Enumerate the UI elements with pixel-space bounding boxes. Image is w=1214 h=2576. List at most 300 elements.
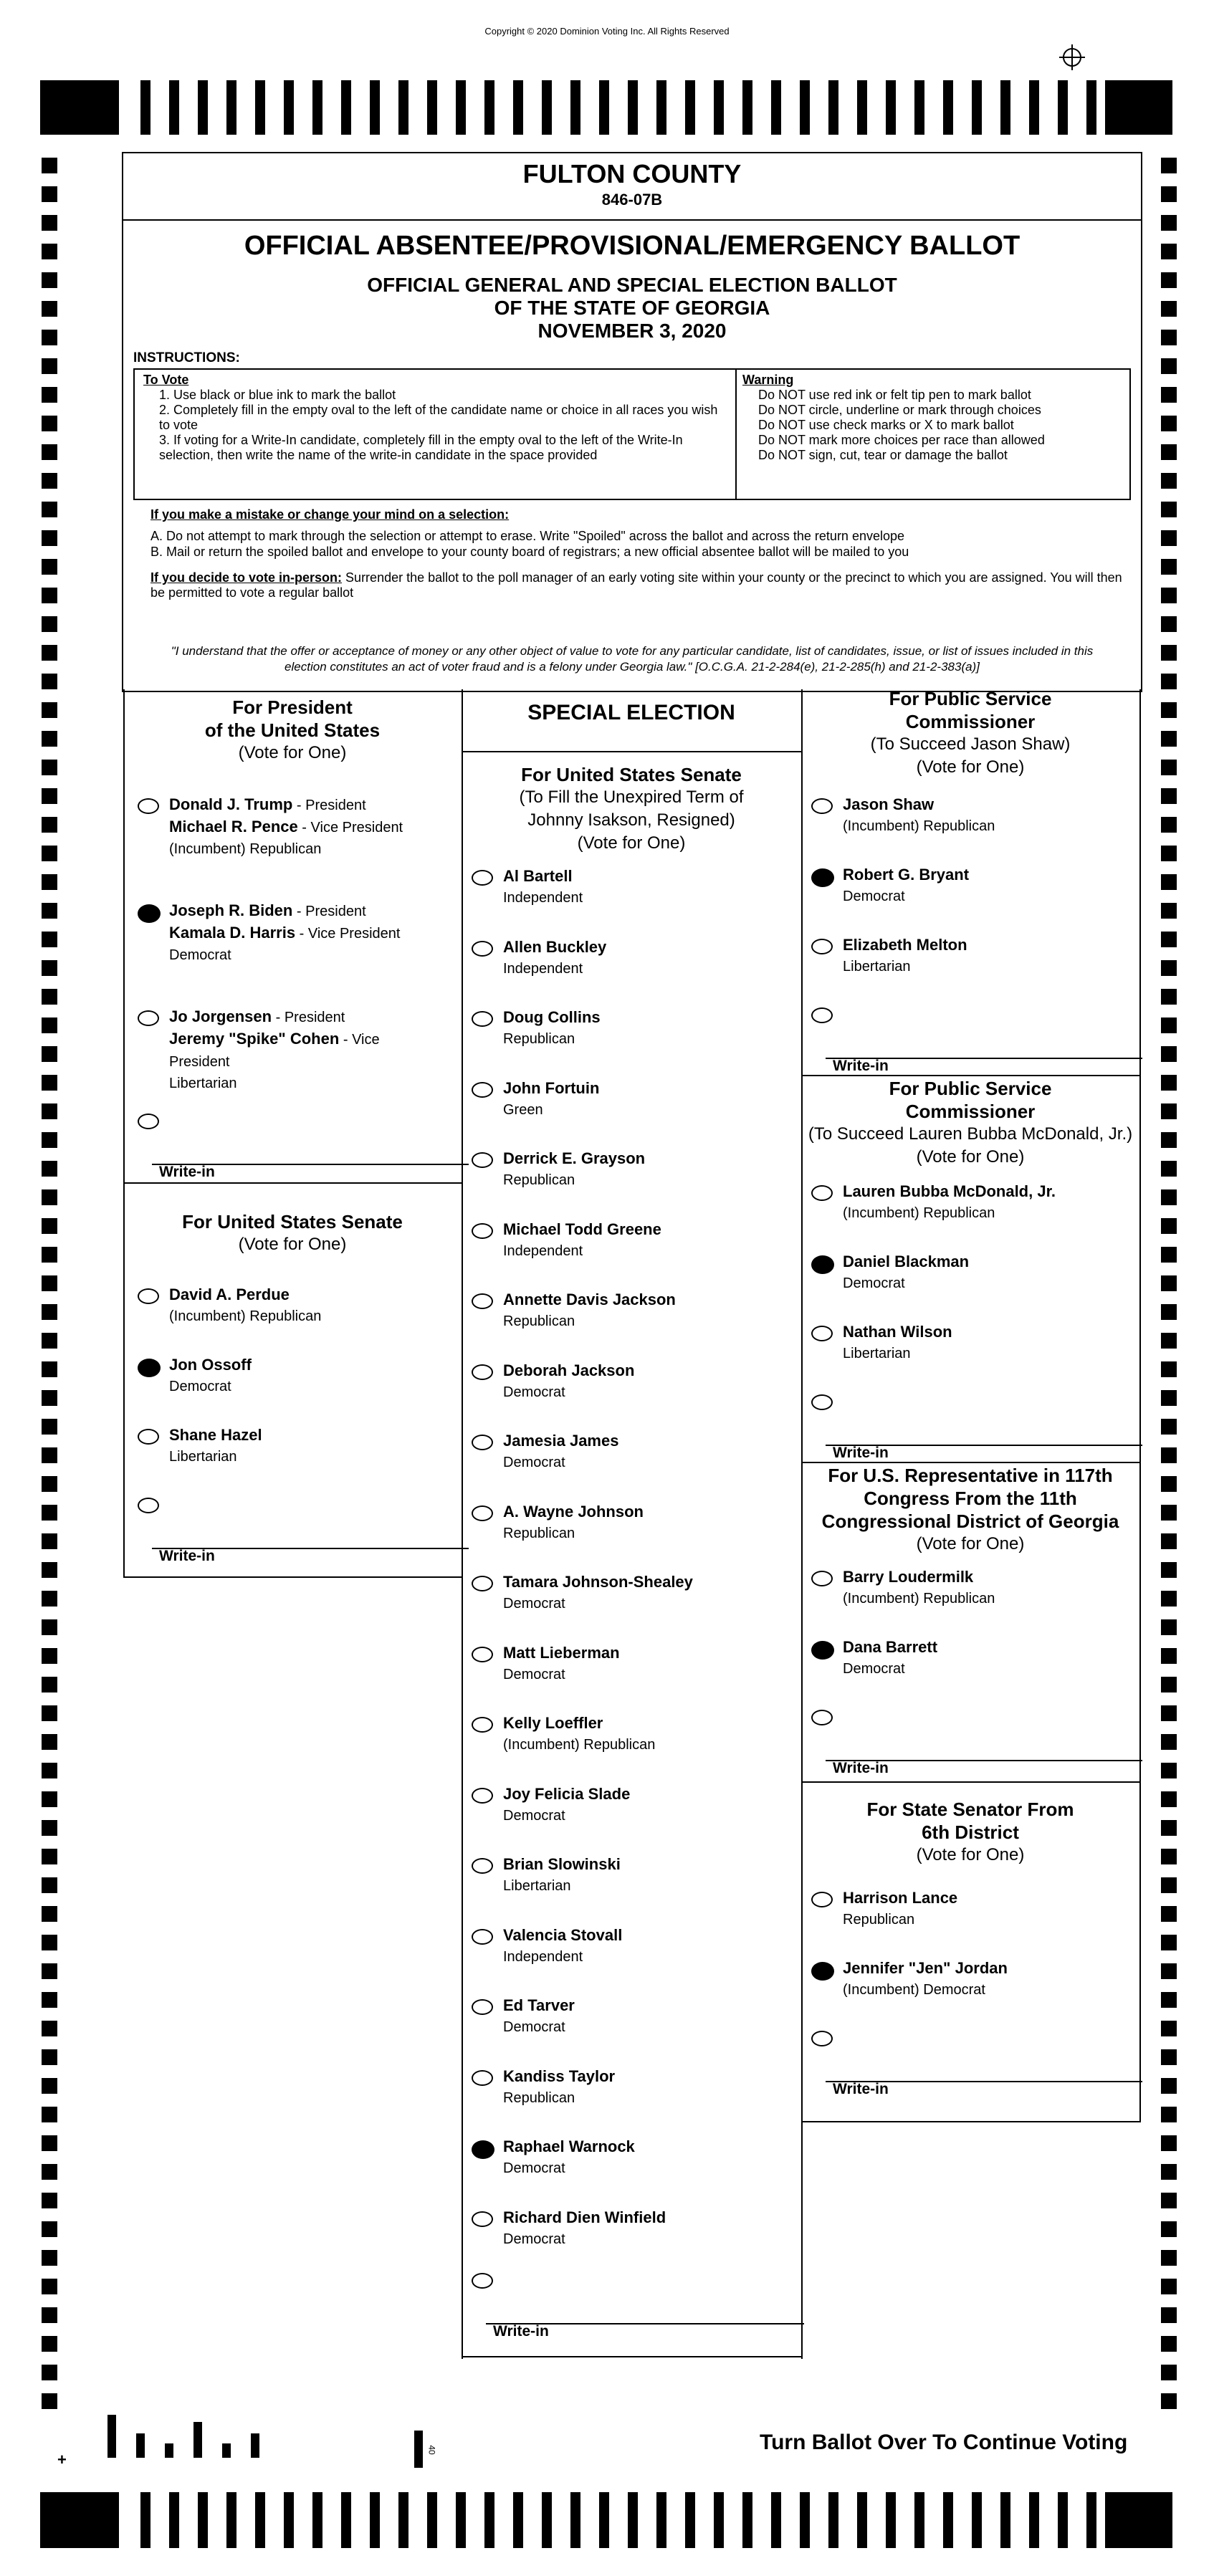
column-rule bbox=[1139, 689, 1141, 2122]
timing-bar bbox=[198, 2492, 208, 2548]
timing-square bbox=[42, 932, 57, 947]
candidate-role: - Vice President bbox=[297, 820, 403, 835]
timing-square bbox=[1161, 473, 1177, 489]
column-rule bbox=[462, 689, 463, 2359]
race-title: For President bbox=[232, 696, 353, 718]
candidate-party: Libertarian bbox=[503, 1878, 571, 1894]
timing-square bbox=[1161, 530, 1177, 546]
candidate-party: (Incumbent) Republican bbox=[843, 1205, 995, 1221]
candidate-name: Dana Barrett bbox=[843, 1638, 938, 1656]
column-rule bbox=[462, 2356, 801, 2357]
vote-for-count: (Vote for One) bbox=[916, 1845, 1025, 1864]
timing-square bbox=[42, 1849, 57, 1864]
candidate-entry bbox=[169, 1284, 441, 1327]
race-description: (To Succeed Lauren Bubba McDonald, Jr.) bbox=[808, 1124, 1133, 1144]
column-rule bbox=[462, 751, 801, 752]
vote-oval[interactable] bbox=[472, 1152, 493, 1168]
candidate-party: Republican bbox=[503, 1172, 575, 1188]
timing-square bbox=[1161, 1533, 1177, 1549]
vote-oval[interactable] bbox=[811, 1892, 833, 1907]
candidate-party: (Incumbent) Republican bbox=[169, 1308, 322, 1324]
write-in-oval[interactable] bbox=[811, 1394, 833, 1410]
timing-square bbox=[1161, 2135, 1177, 2151]
timing-bar bbox=[656, 2492, 666, 2548]
write-in-oval[interactable] bbox=[811, 2031, 833, 2046]
timing-square bbox=[42, 301, 57, 317]
candidate-entry bbox=[503, 2066, 775, 2109]
vote-oval[interactable] bbox=[472, 1293, 493, 1309]
timing-square bbox=[1161, 358, 1177, 374]
write-in-label: Write-in bbox=[159, 1164, 215, 1180]
timing-square bbox=[42, 1419, 57, 1435]
candidate-party: (Incumbent) Republican bbox=[843, 1591, 995, 1607]
write-in-oval[interactable] bbox=[138, 1114, 159, 1129]
timing-bar bbox=[570, 80, 580, 135]
candidate-name: A. Wayne Johnson bbox=[503, 1502, 644, 1521]
plus-mark: + bbox=[57, 2451, 67, 2469]
timing-square bbox=[42, 1333, 57, 1349]
vote-for-count: (Vote for One) bbox=[916, 1147, 1025, 1167]
to-vote-heading: To Vote bbox=[143, 373, 189, 387]
vote-oval[interactable] bbox=[472, 1082, 493, 1098]
candidate-name: Brian Slowinski bbox=[503, 1855, 621, 1873]
timing-bar bbox=[198, 80, 208, 135]
vote-oval[interactable] bbox=[472, 2070, 493, 2086]
candidate-entry bbox=[503, 937, 775, 980]
warning-item: Do NOT use red ink or felt tip pen to mark ballot bbox=[758, 388, 1031, 402]
timing-square bbox=[1161, 2336, 1177, 2352]
timing-square bbox=[1161, 874, 1177, 890]
timing-square bbox=[1161, 846, 1177, 861]
timing-square bbox=[1161, 158, 1177, 173]
timing-square bbox=[1161, 1820, 1177, 1836]
race-title: Congressional District of Georgia bbox=[821, 1510, 1119, 1532]
candidate-role: - President bbox=[292, 798, 366, 813]
timing-square bbox=[1161, 1591, 1177, 1607]
timing-square bbox=[1161, 1734, 1177, 1750]
timing-square bbox=[1161, 1333, 1177, 1349]
timing-square bbox=[1161, 731, 1177, 747]
timing-bar bbox=[943, 2492, 953, 2548]
candidate-party: Libertarian bbox=[169, 1449, 237, 1465]
timing-bar bbox=[312, 80, 322, 135]
timing-square bbox=[42, 1103, 57, 1119]
vote-oval[interactable] bbox=[472, 1223, 493, 1239]
vote-for-count: (Vote for One) bbox=[238, 743, 347, 762]
column-rule bbox=[801, 1462, 1139, 1463]
vote-oval[interactable] bbox=[472, 1505, 493, 1521]
timing-square bbox=[42, 760, 57, 775]
timing-square bbox=[42, 1562, 57, 1578]
timing-square bbox=[42, 1218, 57, 1234]
vote-oval[interactable] bbox=[811, 868, 834, 887]
candidate-party: Democrat bbox=[503, 1455, 565, 1470]
timing-bar bbox=[542, 2492, 552, 2548]
timing-square bbox=[42, 1247, 57, 1263]
candidate-entry bbox=[503, 1501, 775, 1544]
vote-for-count: (Vote for One) bbox=[238, 1235, 347, 1254]
timing-square bbox=[1161, 1419, 1177, 1435]
race-title: For U.S. Representative in 117th bbox=[828, 1465, 1113, 1486]
vote-for-count: (Vote for One) bbox=[577, 833, 686, 853]
candidate-party: Libertarian bbox=[843, 959, 911, 975]
candidate-entry bbox=[503, 1854, 775, 1897]
vote-oval[interactable] bbox=[811, 798, 833, 814]
timing-bar bbox=[1058, 2492, 1068, 2548]
timing-square bbox=[1161, 1677, 1177, 1692]
timing-square bbox=[42, 1075, 57, 1091]
candidate-party: Independent bbox=[503, 1242, 583, 1259]
timing-square bbox=[42, 1677, 57, 1692]
timing-square bbox=[42, 2250, 57, 2266]
timing-bar bbox=[341, 80, 351, 135]
timing-square bbox=[42, 2164, 57, 2180]
timing-square bbox=[1161, 330, 1177, 345]
candidate-party: (Incumbent) Republican bbox=[169, 841, 322, 857]
vote-oval[interactable] bbox=[138, 1288, 159, 1304]
timing-bar bbox=[972, 80, 982, 135]
candidate-entry bbox=[169, 1354, 441, 1397]
timing-square bbox=[1161, 903, 1177, 919]
timing-square bbox=[1161, 1619, 1177, 1635]
timing-square bbox=[1161, 502, 1177, 517]
mistake-heading: If you make a mistake or change your mind on a selection: bbox=[150, 507, 510, 522]
candidate-entry bbox=[503, 1219, 775, 1262]
timing-square bbox=[1161, 416, 1177, 431]
warning-item: Do NOT use check marks or X to mark ballot bbox=[758, 418, 1014, 432]
timing-bar bbox=[628, 80, 638, 135]
timing-square bbox=[42, 2336, 57, 2352]
candidate-entry bbox=[843, 794, 1115, 837]
vote-oval[interactable] bbox=[811, 1255, 834, 1274]
timing-square bbox=[1161, 215, 1177, 231]
vote-oval[interactable] bbox=[472, 1929, 493, 1945]
candidate-entry bbox=[169, 1425, 441, 1467]
write-in-oval[interactable] bbox=[472, 2273, 493, 2289]
timing-square bbox=[1161, 674, 1177, 689]
candidate-name: David A. Perdue bbox=[169, 1285, 290, 1303]
warning-item: Do NOT circle, underline or mark through choices bbox=[758, 403, 1041, 417]
vote-oval[interactable] bbox=[811, 1571, 833, 1586]
timing-bar bbox=[226, 80, 236, 135]
column-rule bbox=[123, 1182, 462, 1184]
timing-square bbox=[1161, 1963, 1177, 1979]
candidate-role: - President bbox=[292, 904, 366, 919]
timing-square bbox=[1161, 2049, 1177, 2065]
candidate-name: Kelly Loeffler bbox=[503, 1714, 603, 1732]
timing-bar bbox=[599, 2492, 609, 2548]
candidate-entry bbox=[843, 1181, 1115, 1224]
candidate-entry bbox=[843, 1887, 1115, 1930]
timing-square bbox=[1161, 1018, 1177, 1033]
vote-oval[interactable] bbox=[472, 870, 493, 886]
candidate-entry bbox=[503, 1148, 775, 1191]
race-title: For Public Service bbox=[889, 1078, 1052, 1099]
timing-square bbox=[1161, 2393, 1177, 2409]
timing-bar bbox=[742, 2492, 752, 2548]
candidate-name: Donald J. Trump bbox=[169, 795, 293, 813]
timing-square bbox=[1161, 2250, 1177, 2266]
candidate-entry bbox=[843, 1321, 1115, 1364]
timing-square bbox=[42, 387, 57, 403]
vote-oval[interactable] bbox=[138, 1429, 159, 1445]
write-in-label: Write-in bbox=[833, 1445, 889, 1461]
timing-square bbox=[1161, 1218, 1177, 1234]
vote-oval[interactable] bbox=[472, 1717, 493, 1733]
timing-square bbox=[1161, 989, 1177, 1005]
write-in-oval[interactable] bbox=[811, 1710, 833, 1725]
timing-bar bbox=[742, 80, 752, 135]
vote-oval[interactable] bbox=[138, 1359, 161, 1377]
timing-square bbox=[42, 444, 57, 460]
candidate-entry bbox=[843, 1566, 1115, 1609]
timing-square bbox=[1161, 2279, 1177, 2294]
timing-square bbox=[42, 874, 57, 890]
timing-bar bbox=[1058, 80, 1068, 135]
timing-bar bbox=[1086, 80, 1096, 135]
timing-square bbox=[42, 1189, 57, 1205]
timing-bar bbox=[284, 80, 294, 135]
timing-square bbox=[1161, 588, 1177, 603]
timing-square bbox=[42, 2021, 57, 2036]
timing-bar bbox=[914, 2492, 924, 2548]
vote-oval[interactable] bbox=[472, 2211, 493, 2227]
vote-oval[interactable] bbox=[811, 1641, 834, 1660]
timing-square bbox=[42, 1591, 57, 1607]
candidate-entry bbox=[503, 1925, 775, 1968]
write-in-label: Write-in bbox=[833, 2081, 889, 2097]
write-in-label: Write-in bbox=[833, 1058, 889, 1074]
timing-bar bbox=[828, 2492, 838, 2548]
candidate-party: Democrat bbox=[843, 1275, 905, 1291]
timing-bar bbox=[370, 80, 380, 135]
timing-bar bbox=[140, 80, 150, 135]
timing-square bbox=[42, 1132, 57, 1148]
timing-bar bbox=[714, 2492, 724, 2548]
vote-oval[interactable] bbox=[472, 1858, 493, 1874]
candidate-party: Republican bbox=[503, 2089, 575, 2106]
timing-square bbox=[1161, 1849, 1177, 1864]
candidate-entry bbox=[503, 1430, 775, 1473]
vote-oval[interactable] bbox=[138, 798, 159, 814]
timing-bar bbox=[886, 2492, 896, 2548]
crosshair-icon bbox=[1058, 43, 1086, 72]
timing-square bbox=[42, 1619, 57, 1635]
vote-oval[interactable] bbox=[811, 1326, 833, 1341]
in-person-heading: If you decide to vote in-person: bbox=[150, 570, 343, 585]
timing-square bbox=[1161, 788, 1177, 804]
candidate-name: Michael Todd Greene bbox=[503, 1220, 661, 1238]
race-title: of the United States bbox=[204, 719, 381, 741]
timing-square bbox=[1161, 301, 1177, 317]
candidate-entry bbox=[503, 2136, 775, 2179]
timing-square bbox=[42, 416, 57, 431]
timing-square bbox=[1161, 1877, 1177, 1893]
timing-square bbox=[1161, 645, 1177, 661]
race-title: For Public Service bbox=[889, 688, 1052, 709]
to-vote-step-3: 3. If voting for a Write-In candidate, completely fill in the empty oval to the left of the Write-In selection, then write the name of the write-in candidate in the space provided bbox=[159, 433, 683, 462]
candidate-entry bbox=[169, 900, 441, 966]
timing-square bbox=[42, 903, 57, 919]
timing-bar bbox=[169, 80, 179, 135]
to-vote-instructions bbox=[143, 373, 731, 463]
candidate-entry bbox=[843, 1251, 1115, 1294]
timing-square bbox=[42, 473, 57, 489]
timing-bar bbox=[714, 80, 724, 135]
election-date: NOVEMBER 3, 2020 bbox=[537, 320, 727, 342]
write-in-label: Write-in bbox=[493, 2323, 549, 2340]
write-in-oval[interactable] bbox=[138, 1498, 159, 1513]
timing-square bbox=[1161, 387, 1177, 403]
candidate-role: - Vice President bbox=[169, 1032, 380, 1070]
candidate-name: Richard Dien Winfield bbox=[503, 2208, 666, 2226]
timing-square bbox=[1161, 1935, 1177, 1950]
timing-square bbox=[1161, 932, 1177, 947]
candidate-party: (Incumbent) Republican bbox=[503, 1737, 656, 1753]
candidate-entry bbox=[843, 1637, 1115, 1680]
timing-bar bbox=[456, 80, 466, 135]
candidate-party: Democrat bbox=[503, 1596, 565, 1612]
timing-square bbox=[42, 1476, 57, 1492]
timing-square bbox=[1161, 2107, 1177, 2122]
timing-square bbox=[42, 1361, 57, 1377]
candidate-party: (Incumbent) Democrat bbox=[843, 1982, 985, 1998]
vote-oval[interactable] bbox=[472, 1364, 493, 1380]
candidate-name: Doug Collins bbox=[503, 1008, 601, 1026]
timing-bar bbox=[828, 80, 838, 135]
timing-square bbox=[1161, 244, 1177, 259]
candidate-name: Harrison Lance bbox=[843, 1889, 958, 1907]
timing-square bbox=[1161, 616, 1177, 632]
candidate-name: Annette Davis Jackson bbox=[503, 1291, 676, 1308]
timing-bar bbox=[628, 2492, 638, 2548]
candidate-role: - President bbox=[272, 1010, 345, 1025]
candidate-entry bbox=[843, 1958, 1115, 2001]
timing-square bbox=[42, 2365, 57, 2380]
candidate-party: Democrat bbox=[503, 1666, 565, 1682]
candidate-party: Republican bbox=[843, 1912, 915, 1928]
vote-oval[interactable] bbox=[472, 1011, 493, 1027]
timing-square bbox=[42, 1963, 57, 1979]
column-rule bbox=[801, 2121, 1139, 2122]
timing-bar bbox=[255, 2492, 265, 2548]
timing-bar bbox=[255, 80, 265, 135]
candidate-name: Robert G. Bryant bbox=[843, 866, 970, 884]
legal-notice: "I understand that the offer or acceptance of money or any other object of value to vote for any particular candidate, list of candidates, issue, or list of issues included in this bbox=[171, 644, 1094, 658]
timing-bar bbox=[771, 80, 781, 135]
vote-oval[interactable] bbox=[472, 2140, 494, 2159]
vote-oval[interactable] bbox=[811, 939, 833, 954]
candidate-entry bbox=[169, 794, 441, 860]
timing-square bbox=[42, 2279, 57, 2294]
timing-square bbox=[1161, 2193, 1177, 2208]
vote-oval[interactable] bbox=[472, 1435, 493, 1450]
timing-square bbox=[1161, 1247, 1177, 1263]
timing-square bbox=[42, 960, 57, 976]
candidate-name: Matt Lieberman bbox=[503, 1643, 620, 1662]
vote-oval[interactable] bbox=[472, 1576, 493, 1591]
timing-square bbox=[42, 731, 57, 747]
candidate-name: Jennifer "Jen" Jordan bbox=[843, 1959, 1008, 1977]
timing-square bbox=[42, 1304, 57, 1320]
candidate-role: - Vice President bbox=[295, 926, 401, 942]
timing-bar bbox=[685, 80, 695, 135]
timing-bar bbox=[284, 2492, 294, 2548]
timing-square bbox=[1161, 2078, 1177, 2094]
timing-square bbox=[1161, 1992, 1177, 2008]
timing-bar bbox=[312, 2492, 322, 2548]
candidate-party: Democrat bbox=[843, 1661, 905, 1677]
race-title: For United States Senate bbox=[521, 764, 742, 785]
write-in-oval[interactable] bbox=[811, 1007, 833, 1023]
timing-bar bbox=[140, 2492, 150, 2548]
vote-oval[interactable] bbox=[138, 1010, 159, 1026]
timing-square bbox=[42, 645, 57, 661]
timing-square bbox=[42, 330, 57, 345]
timing-square bbox=[42, 1390, 57, 1406]
timing-square bbox=[42, 272, 57, 288]
timing-square bbox=[42, 989, 57, 1005]
race-title: 6th District bbox=[922, 1821, 1019, 1843]
ballot-header bbox=[122, 152, 1142, 692]
ballot-subtitle-state: OF THE STATE OF GEORGIA bbox=[494, 297, 770, 319]
candidate-running-mate: Jeremy "Spike" Cohen bbox=[169, 1030, 340, 1048]
candidate-name: Tamara Johnson-Shealey bbox=[503, 1573, 693, 1591]
vote-oval[interactable] bbox=[811, 1962, 834, 1981]
timing-bar bbox=[1086, 2492, 1096, 2548]
candidate-party: Republican bbox=[503, 1525, 575, 1541]
timing-bar bbox=[542, 80, 552, 135]
vote-oval[interactable] bbox=[811, 1185, 833, 1201]
timing-square bbox=[42, 1820, 57, 1836]
timing-bar bbox=[1029, 80, 1039, 135]
ballot-subtitle: OFFICIAL GENERAL AND SPECIAL ELECTION BALLOT bbox=[367, 274, 897, 296]
timing-square bbox=[42, 1877, 57, 1893]
timing-square bbox=[42, 1161, 57, 1177]
vote-oval[interactable] bbox=[472, 941, 493, 957]
vote-oval[interactable] bbox=[472, 1999, 493, 2015]
candidate-party: Independent bbox=[503, 1948, 583, 1965]
timing-square bbox=[1161, 272, 1177, 288]
vote-oval[interactable] bbox=[472, 1788, 493, 1804]
candidate-entry bbox=[503, 1360, 775, 1403]
mistake-step-a: A. Do not attempt to mark through the selection or attempt to erase. Write "Spoiled" across the ballot and across the return envelope bbox=[150, 529, 905, 543]
vote-for-count: (Vote for One) bbox=[916, 1534, 1025, 1553]
candidate-name: Jason Shaw bbox=[843, 795, 935, 813]
timing-square bbox=[1161, 1705, 1177, 1721]
vote-oval[interactable] bbox=[138, 904, 161, 923]
timing-square bbox=[42, 1533, 57, 1549]
candidate-running-mate: Kamala D. Harris bbox=[169, 924, 296, 942]
timing-bar bbox=[484, 2492, 494, 2548]
candidate-party: Democrat bbox=[169, 1379, 231, 1394]
timing-bar bbox=[427, 80, 437, 135]
vote-oval[interactable] bbox=[472, 1647, 493, 1662]
timing-square bbox=[1161, 2164, 1177, 2180]
candidate-name: Al Bartell bbox=[503, 867, 573, 885]
timing-square bbox=[42, 2049, 57, 2065]
candidate-party: (Incumbent) Republican bbox=[843, 818, 995, 834]
county-name: FULTON COUNTY bbox=[522, 159, 742, 188]
candidate-name: Daniel Blackman bbox=[843, 1253, 970, 1270]
ballot-title: OFFICIAL ABSENTEE/PROVISIONAL/EMERGENCY BALLOT bbox=[244, 231, 1021, 261]
timing-bar bbox=[656, 80, 666, 135]
candidate-name: Deborah Jackson bbox=[503, 1361, 635, 1379]
timing-square bbox=[1161, 817, 1177, 833]
timing-square bbox=[1161, 1447, 1177, 1463]
timing-square bbox=[42, 530, 57, 546]
timing-square bbox=[1161, 1304, 1177, 1320]
